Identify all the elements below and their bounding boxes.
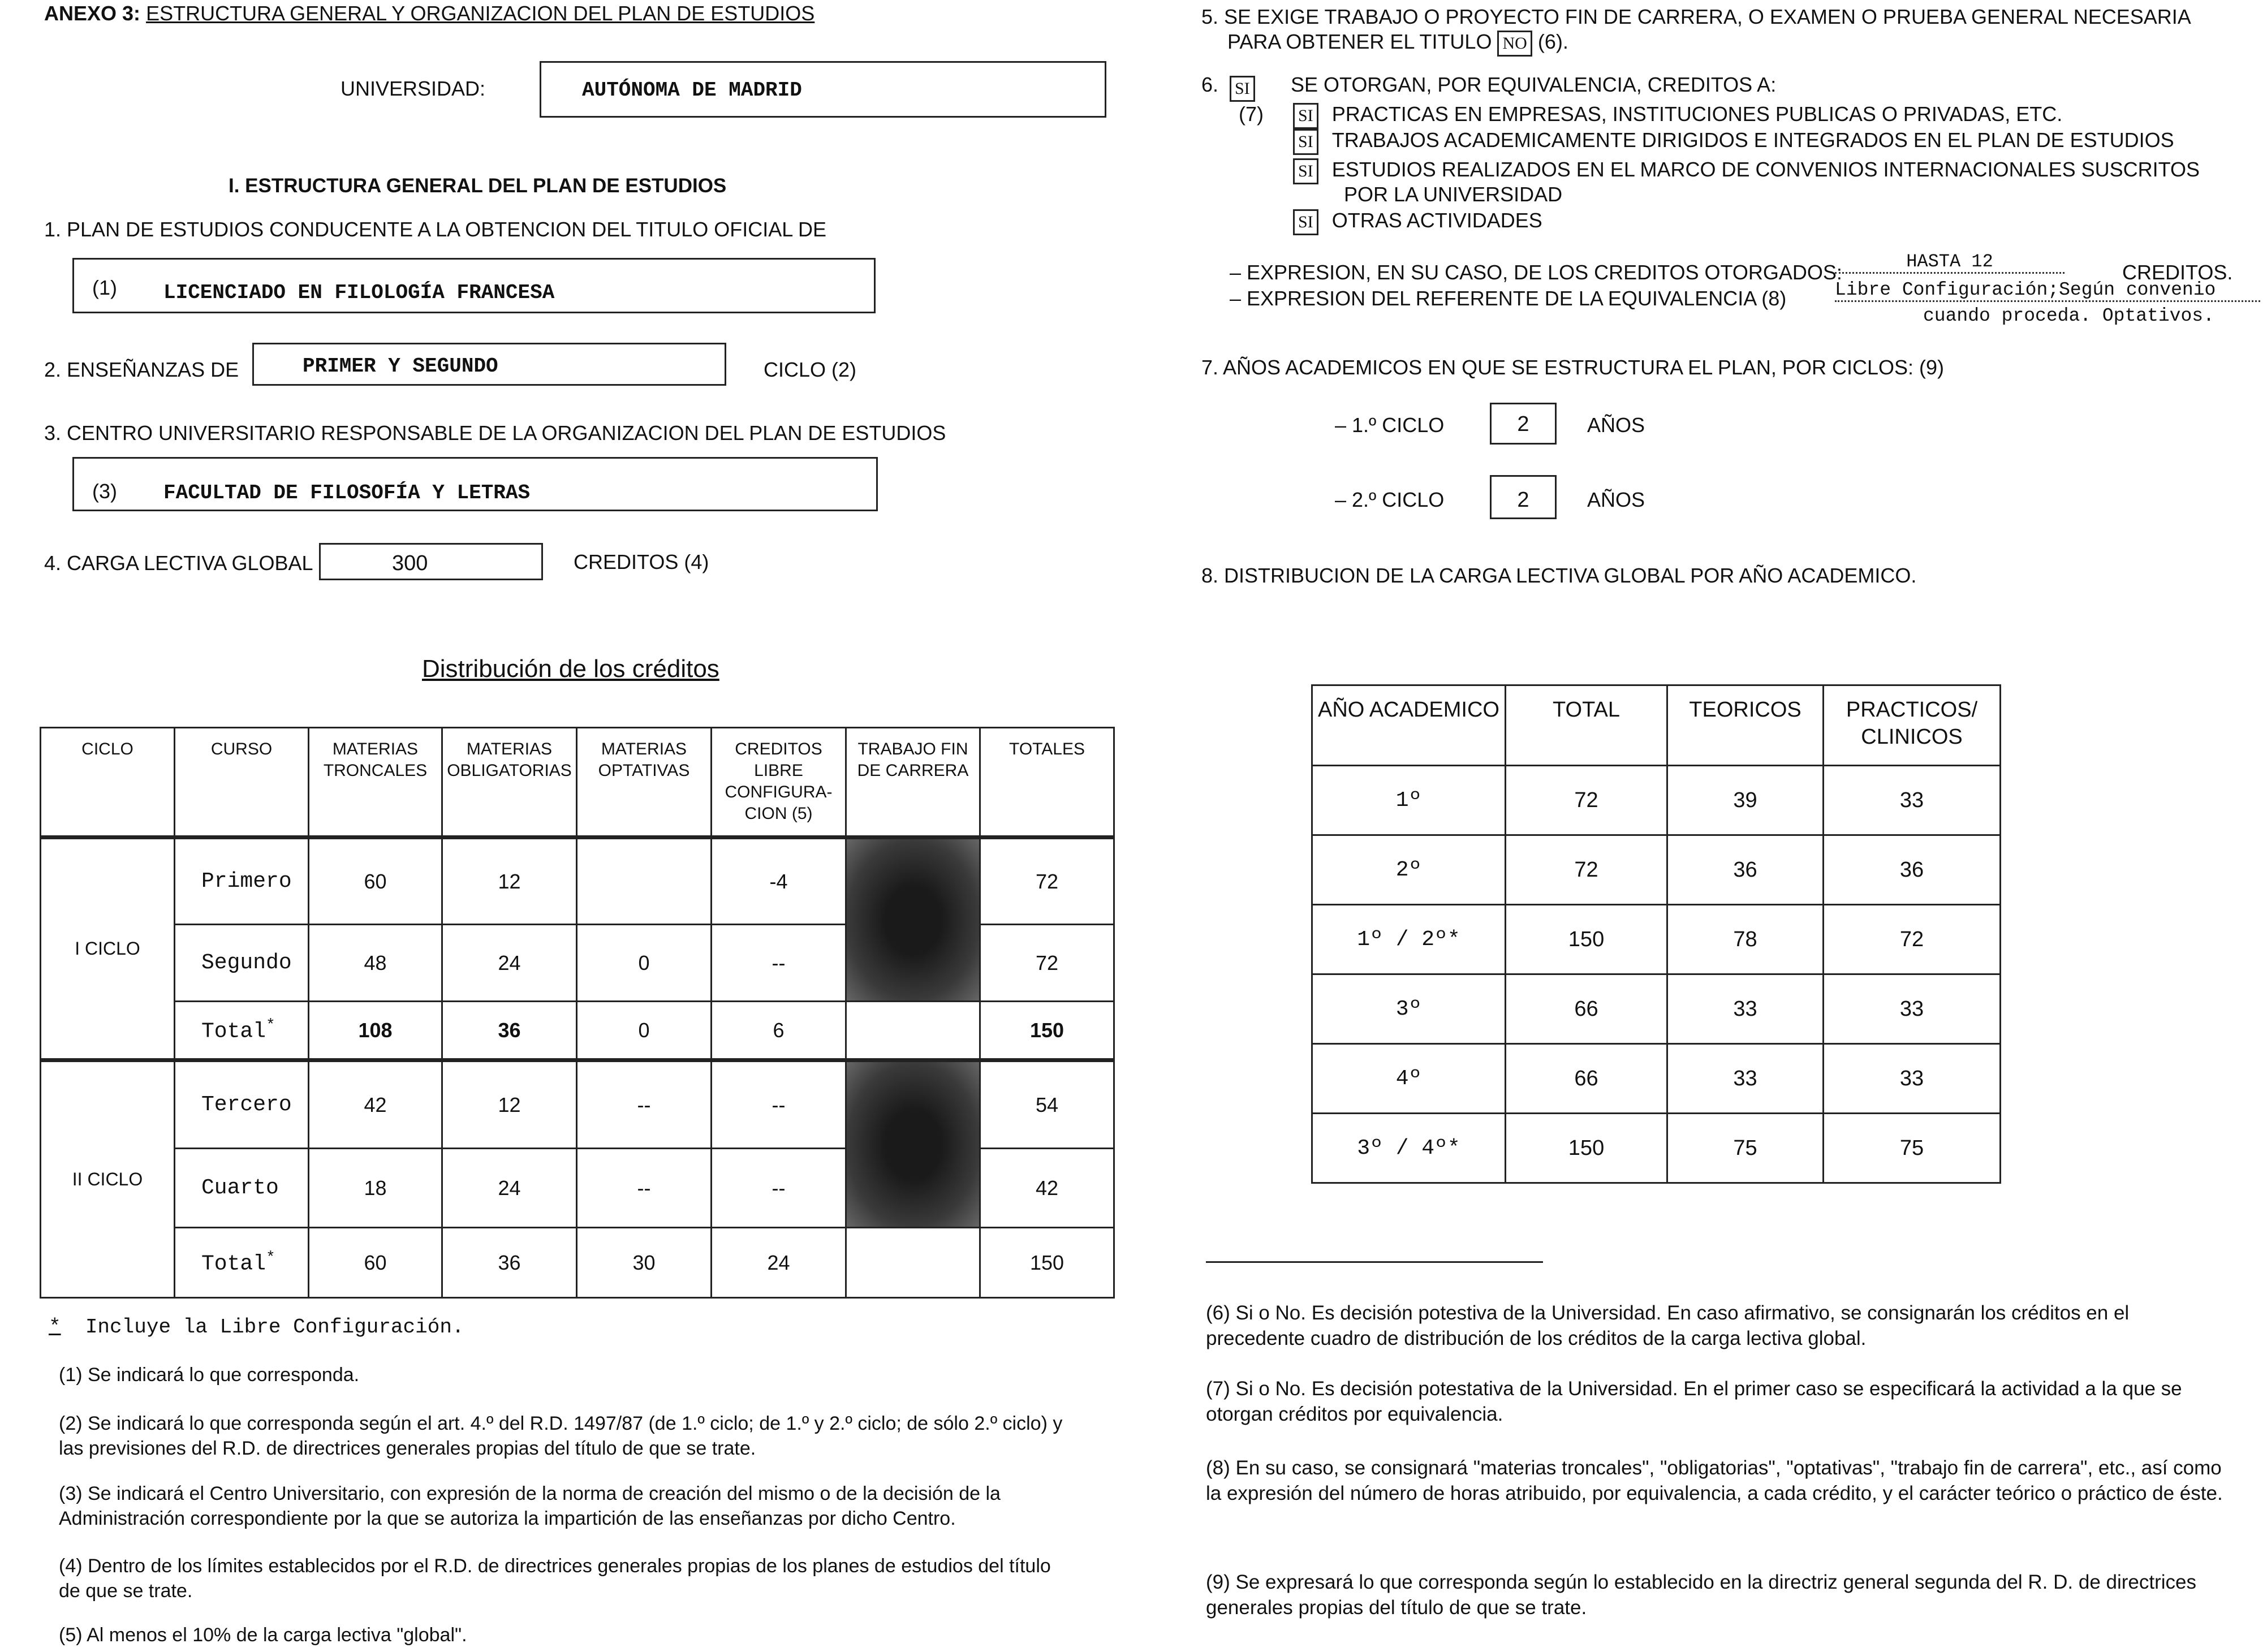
cell-obligatorias: 12 [442, 1060, 577, 1149]
expr2-value-line1: Libre Configuración;Según convenio [1835, 279, 2216, 300]
header-practicos: PRACTICOS/ CLINICOS [1824, 685, 2001, 766]
ciclo-2-label: II CICLO [41, 1060, 175, 1298]
item5-line2 [1227, 29, 1568, 57]
table-note [49, 1315, 464, 1339]
item2-value: PRIMER Y SEGUNDO [303, 355, 498, 378]
ciclo1-label: – 1.º CICLO [1335, 413, 1445, 437]
table-row [1312, 1114, 2001, 1183]
cell-curso: Cuarto [175, 1149, 309, 1228]
cell-total: 66 [1506, 974, 1667, 1044]
footnote-1: (1) Se indicará lo que corresponda. [59, 1364, 360, 1386]
cell-curso-total [175, 1002, 309, 1060]
cell-curso-total [175, 1228, 309, 1298]
item1-field [72, 258, 876, 313]
cell-teoricos: 39 [1667, 766, 1824, 835]
item6-option [1293, 128, 2174, 155]
option-text: PRACTICAS EN EMPRESAS, INSTITUCIONES PUBLICAS O PRIVADAS, ETC. [1331, 102, 2063, 126]
cell-obligatorias: 36 [442, 1228, 577, 1298]
table-row [1312, 835, 2001, 905]
cell-total: 72 [1506, 835, 1667, 905]
expr1-field [1835, 251, 2065, 274]
cell-curso: Segundo [175, 925, 309, 1002]
cell-troncales: 42 [309, 1060, 442, 1149]
cell-optativas: 30 [577, 1228, 712, 1298]
note-asterisk: * [49, 1315, 61, 1339]
header-totales: TOTALES [980, 728, 1114, 838]
table-header-row [41, 728, 1114, 838]
university-label: UNIVERSIDAD: [341, 77, 486, 100]
expr1-suffix: CREDITOS. [2122, 261, 2233, 284]
item1-value: LICENCIADO EN FILOLOGÍA FRANCESA [163, 281, 555, 304]
table-row [1312, 905, 2001, 974]
cell-troncales: 60 [309, 838, 442, 925]
expr1-value: HASTA 12 [1906, 251, 1993, 272]
table-row [1312, 1044, 2001, 1114]
header-libre: CREDITOS LIBRE CONFIGURA-CION (5) [712, 728, 846, 838]
option-text: ESTUDIOS REALIZADOS EN EL MARCO DE CONVENIOS INTERNACIONALES SUSCRITOS [1331, 158, 2200, 181]
annex-heading [44, 1, 814, 25]
table-row [41, 838, 1114, 925]
ciclo1-years: AÑOS [1587, 413, 1645, 437]
item2-suffix: CICLO (2) [764, 358, 857, 381]
cell-curso: Primero [175, 838, 309, 925]
expr2-value-line2: cuando proceda. Optativos. [1923, 305, 2214, 326]
cell-obligatorias: 24 [442, 925, 577, 1002]
header-teoricos: TEORICOS [1667, 685, 1824, 766]
cell-year: 1º / 2º* [1312, 905, 1506, 974]
item2-field [252, 343, 726, 386]
cell-obligatorias: 24 [442, 1149, 577, 1228]
footnote-5: (5) Al menos el 10% de la carga lectiva "global". [59, 1624, 467, 1646]
cell-practicos: 33 [1824, 1044, 2001, 1114]
annual-load-table [1311, 684, 2001, 1184]
cell-practicos: 75 [1824, 1114, 2001, 1183]
item3-label: 3. CENTRO UNIVERSITARIO RESPONSABLE DE LA ORGANIZACION DEL PLAN DE ESTUDIOS [44, 421, 946, 445]
expr2-field [1835, 279, 2260, 302]
item3-ref: (3) [92, 480, 117, 503]
item6-option [1293, 157, 2200, 184]
cell-totales: 150 [980, 1002, 1114, 1060]
asterisk: * [266, 1249, 275, 1267]
item4-label: 4. CARGA LECTIVA GLOBAL [44, 551, 313, 575]
cell-libre: -- [712, 925, 846, 1002]
item1-label: 1. PLAN DE ESTUDIOS CONDUCENTE A LA OBTENCION DEL TITULO OFICIAL DE [44, 218, 826, 241]
university-field [540, 61, 1106, 118]
cell-teoricos: 75 [1667, 1114, 1824, 1183]
cell-year: 3º [1312, 974, 1506, 1044]
item6-option [1293, 102, 2062, 129]
item5-label: PARA OBTENER EL TITULO [1227, 30, 1492, 53]
footnote-6: (6) Si o No. Es decisión potestiva de la Universidad. En caso afirmativo, se consignarán los créditos en el precedente cuadro de distribución de los créditos de la carga lectiva global. [1206, 1302, 2130, 1349]
cell-libre: -- [712, 1149, 846, 1228]
cell-troncales: 60 [309, 1228, 442, 1298]
cell-totales: 72 [980, 925, 1114, 1002]
footnote-8: (8) En su caso, se consignará "materias troncales", "obligatorias", "optativas", "trabajo fin de carrera", etc., así como la expresión del número de horas atribuido, por equivalencia, a cada crédito, y el carácter teórico o práctico de éste. [1206, 1457, 2223, 1504]
cell-totales: 42 [980, 1149, 1114, 1228]
cell-practicos: 36 [1824, 835, 2001, 905]
cell-total: 72 [1506, 766, 1667, 835]
section-title: I. ESTRUCTURA GENERAL DEL PLAN DE ESTUDIOS [229, 175, 727, 197]
ciclo2-value: 2 [1517, 488, 1529, 512]
distribution-title [422, 655, 719, 683]
cell-curso: Tercero [175, 1060, 309, 1149]
shaded-cell [846, 1060, 980, 1228]
expr2-label: – EXPRESION DEL REFERENTE DE LA EQUIVALENCIA (8) [1230, 287, 1787, 310]
item5-ref: (6). [1537, 30, 1568, 53]
header-trabajo: TRABAJO FIN DE CARRERA [846, 728, 980, 838]
cell-libre: -4 [712, 838, 846, 925]
header-obligatorias: MATERIAS OBLIGATORIAS [442, 728, 577, 838]
item3-value: FACULTAD DE FILOSOFÍA Y LETRAS [163, 481, 531, 504]
footnote-7: (7) Si o No. Es decisión potestativa de la Universidad. En el primer caso se especificará la actividad a la que se otorgan créditos por equivalencia. [1206, 1378, 2182, 1425]
total-label: Total [201, 1252, 266, 1276]
header-optativas: MATERIAS OPTATIVAS [577, 728, 712, 838]
item7-label: 7. AÑOS ACADEMICOS EN QUE SE ESTRUCTURA EL PLAN, POR CICLOS: (9) [1201, 356, 1944, 379]
footnote-2: (2) Se indicará lo que corresponda según el art. 4.º del R.D. 1497/87 (de 1.º ciclo; de 1.º y 2.º ciclo; de sólo 2.º ciclo) y las previsiones del R.D. de directrices generales propias del título de que se trate. [59, 1413, 1063, 1459]
cell-optativas: 0 [577, 925, 712, 1002]
item6-option-line2: POR LA UNIVERSIDAD [1344, 183, 1563, 206]
asterisk: * [266, 1016, 275, 1034]
cell-teoricos: 78 [1667, 905, 1824, 974]
empty-cell [846, 1228, 980, 1298]
cell-optativas [577, 838, 712, 925]
cell-troncales: 108 [309, 1002, 442, 1060]
item2-label: 2. ENSEÑANZAS DE [44, 358, 239, 381]
item4-value: 300 [392, 551, 428, 575]
option-checkbox: SI [1293, 129, 1318, 155]
footnote-9: (9) Se expresará lo que corresponda según lo establecido en la directriz general segunda del R. D. de directrices generales propias del título de que se trate. [1206, 1571, 2196, 1619]
option-text: OTRAS ACTIVIDADES [1331, 209, 1542, 232]
item3-field [72, 457, 878, 511]
cell-practicos: 33 [1824, 974, 2001, 1044]
item5-checkbox: NO [1497, 31, 1532, 57]
header-total: TOTAL [1506, 685, 1667, 766]
item4-suffix: CREDITOS (4) [574, 550, 709, 573]
item6-ref: (7) [1239, 102, 1264, 126]
ciclo1-field [1490, 403, 1557, 445]
option-checkbox: SI [1293, 103, 1318, 129]
cell-total: 150 [1506, 905, 1667, 974]
cell-teoricos: 33 [1667, 1044, 1824, 1114]
table-row [41, 1060, 1114, 1149]
ciclo1-value: 2 [1517, 412, 1529, 436]
cell-practicos: 33 [1824, 766, 2001, 835]
cell-obligatorias: 36 [442, 1002, 577, 1060]
cell-teoricos: 36 [1667, 835, 1824, 905]
item1-ref: (1) [92, 276, 117, 299]
header-troncales: MATERIAS TRONCALES [309, 728, 442, 838]
university-value: AUTÓNOMA DE MADRID [582, 79, 802, 102]
item6-num: 6. [1201, 73, 1219, 96]
cell-optativas: 0 [577, 1002, 712, 1060]
option-text: TRABAJOS ACADEMICAMENTE DIRIGIDOS E INTEGRADOS EN EL PLAN DE ESTUDIOS [1331, 128, 2174, 152]
cell-year: 1º [1312, 766, 1506, 835]
ciclo2-years: AÑOS [1587, 488, 1645, 511]
note-text: Incluye la Libre Configuración. [85, 1315, 464, 1339]
cell-optativas: -- [577, 1149, 712, 1228]
cell-teoricos: 33 [1667, 974, 1824, 1044]
expr1-label: – EXPRESION, EN SU CASO, DE LOS CREDITOS OTORGADOS: [1230, 261, 1842, 284]
credits-distribution-table [40, 727, 1115, 1299]
cell-troncales: 48 [309, 925, 442, 1002]
cell-total: 66 [1506, 1044, 1667, 1114]
ciclo2-field [1490, 475, 1557, 519]
cell-total: 150 [1506, 1114, 1667, 1183]
table-header-row [1312, 685, 2001, 766]
item6-option [1293, 208, 1542, 235]
option-checkbox: SI [1293, 158, 1318, 184]
option-checkbox: SI [1293, 209, 1318, 235]
header-ciclo: CICLO [41, 728, 175, 838]
footnote-4: (4) Dentro de los límites establecidos por el R.D. de directrices generales propias de los planes de estudios del título de que se trate. [59, 1555, 1051, 1602]
cell-obligatorias: 12 [442, 838, 577, 925]
cell-totales: 72 [980, 838, 1114, 925]
footnote-3: (3) Se indicará el Centro Universitario, con expresión de la norma de creación del mismo o de la decisión de la Administración correspondiente por la que se autoriza la impartición de las enseñanzas por dicho Centro. [59, 1483, 1001, 1529]
annex-label: ANEXO 3: [44, 2, 141, 25]
total-label: Total [201, 1019, 266, 1044]
cell-year: 4º [1312, 1044, 1506, 1114]
table-row [1312, 766, 2001, 835]
header-curso: CURSO [175, 728, 309, 838]
item8-label: 8. DISTRIBUCION DE LA CARGA LECTIVA GLOBAL POR AÑO ACADEMICO. [1201, 564, 1917, 587]
cell-year: 3º / 4º* [1312, 1114, 1506, 1183]
item5-line1: 5. SE EXIGE TRABAJO O PROYECTO FIN DE CARRERA, O EXAMEN O PRUEBA GENERAL NECESARIA [1201, 5, 2191, 28]
cell-optativas: -- [577, 1060, 712, 1149]
annex-title: ESTRUCTURA GENERAL Y ORGANIZACION DEL PLAN DE ESTUDIOS [146, 2, 815, 25]
item6-checkbox: SI [1230, 76, 1255, 102]
ciclo2-label: – 2.º CICLO [1335, 488, 1445, 511]
cell-totales: 54 [980, 1060, 1114, 1149]
cell-practicos: 72 [1824, 905, 2001, 974]
item6-text: SE OTORGAN, POR EQUIVALENCIA, CREDITOS A: [1291, 73, 1777, 96]
shaded-cell [846, 838, 980, 1002]
cell-libre: -- [712, 1060, 846, 1149]
cell-libre: 24 [712, 1228, 846, 1298]
header-year: AÑO ACADEMICO [1312, 685, 1506, 766]
table-row-total [41, 1002, 1114, 1060]
table-row [1312, 974, 2001, 1044]
cell-libre: 6 [712, 1002, 846, 1060]
item4-field [319, 543, 543, 580]
cell-year: 2º [1312, 835, 1506, 905]
empty-cell [846, 1002, 980, 1060]
ciclo-1-label: I CICLO [41, 838, 175, 1060]
footnote-divider [1206, 1261, 1543, 1263]
cell-totales: 150 [980, 1228, 1114, 1298]
table-row-total [41, 1228, 1114, 1298]
distribution-title-text: Distribución de los créditos [422, 655, 719, 683]
cell-troncales: 18 [309, 1149, 442, 1228]
